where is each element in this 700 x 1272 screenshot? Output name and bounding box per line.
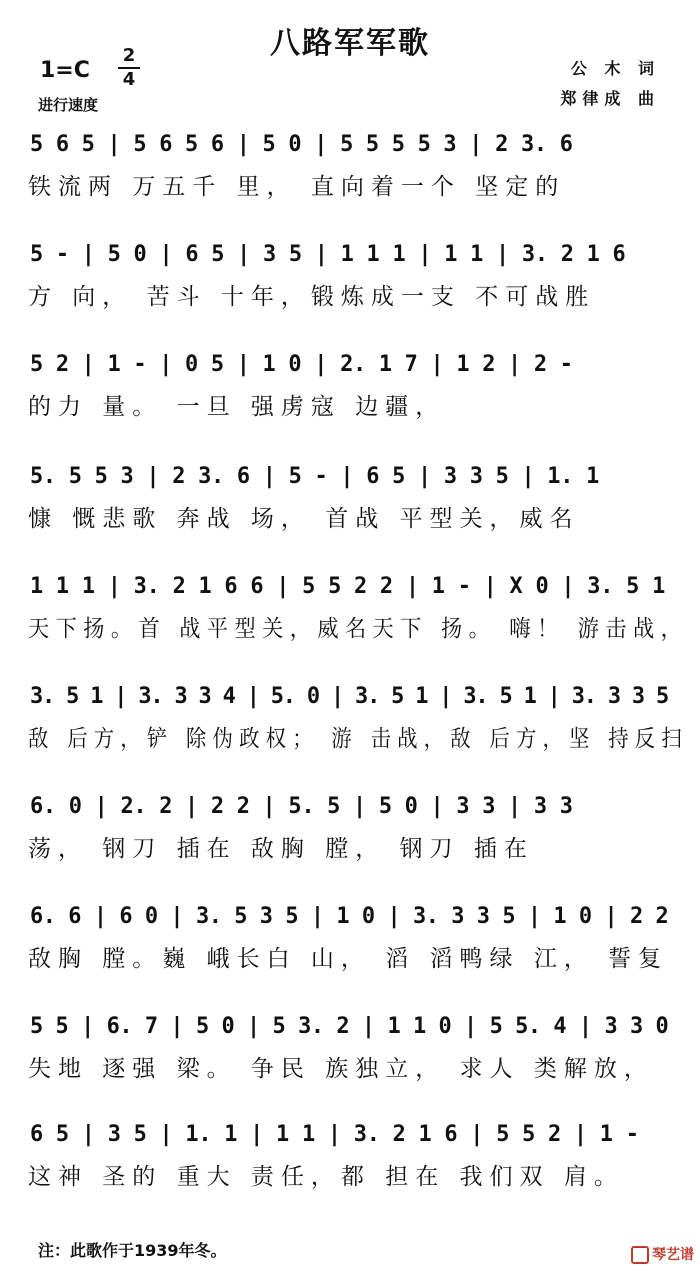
notation-system (18, 338, 682, 448)
meter-top: 2 (122, 45, 136, 66)
footnote: 注：此歌作于1939年冬。 (38, 1241, 227, 1260)
note-line (30, 904, 682, 932)
lyric-line: 失地 逐强 梁。 争民 族独立， 求人 类解放， (28, 1056, 654, 1082)
lyric-line: 铁流两 万五千 里， 直向着一个 坚定的 (28, 174, 566, 200)
notation-system (18, 228, 682, 338)
note-line (30, 132, 682, 160)
note-line (30, 1122, 682, 1150)
notation-system (18, 670, 688, 780)
lyric-line: 天下扬。首 战平型关，威名天下 扬。 嗨！ 游击战， (28, 616, 689, 642)
meter-bottom: 4 (122, 69, 136, 90)
note-line (30, 684, 682, 712)
notation-system (18, 1108, 682, 1218)
numbered-notes: 6. 0 | 2. 2 | 2 2 | 5. 5 | 5 0 | 3 3 | 3 3 (30, 794, 573, 819)
composer-credit: 郑律成 曲 (560, 89, 660, 108)
lyric-line: 荡， 钢刀 插在 敌胸 膛， 钢刀 插在 (28, 836, 534, 862)
watermark-logo (631, 1244, 694, 1264)
lyric-line: 敌 后方，铲 除伪政权； 游 击战，敌 后方，坚 持反扫 (28, 726, 688, 752)
lyric-line: 这神 圣的 重大 责任，都 担在 我们双 肩。 (28, 1164, 624, 1190)
numbered-notes: 3. 5 1 | 3. 3 3 4 | 5. 0 | 3. 5 1 | 3. 5 1 | 3. 3 3 5 (30, 684, 669, 709)
lyricist-credit: 公 木 词 (570, 59, 660, 78)
time-signature (118, 46, 140, 90)
notation-system (18, 118, 682, 228)
lyric-line: 慷 慨悲歌 奔战 场， 首战 平型关，威名 (28, 506, 580, 532)
notation-system (18, 450, 682, 560)
note-line (30, 464, 682, 492)
note-line (30, 352, 682, 380)
lyric-line: 的力 量。 一旦 强虏寇 边疆， (28, 394, 446, 420)
key-signature: 1=C (40, 58, 90, 83)
numbered-notes: 5. 5 5 3 | 2 3. 6 | 5 - | 6 5 | 3 3 5 | 1. 1 (30, 464, 600, 489)
numbered-notes: 6 5 | 3 5 | 1. 1 | 1 1 | 3. 2 1 6 | 5 5 2 | 1 - (30, 1122, 639, 1147)
note-line (30, 242, 682, 270)
note-line (30, 574, 682, 602)
numbered-notes: 5 - | 5 0 | 6 5 | 3 5 | 1 1 1 | 1 1 | 3. 2 1 6 (30, 242, 626, 267)
notation-system (18, 890, 682, 1000)
note-line (30, 1014, 682, 1042)
numbered-notes: 5 6 5 | 5 6 5 6 | 5 0 | 5 5 5 5 3 | 2 3. 6 (30, 132, 573, 157)
note-line (30, 794, 682, 822)
watermark-text: 琴艺谱 (652, 1247, 694, 1263)
notation-system (18, 780, 682, 890)
numbered-notes: 6. 6 | 6 0 | 3. 5 3 5 | 1 0 | 3. 3 3 5 | 1 0 | 2 2 (30, 904, 669, 929)
notation-system (18, 1000, 682, 1110)
tempo-marking: 进行速度 (38, 96, 99, 114)
numbered-notes: 5 5 | 6. 7 | 5 0 | 5 3. 2 | 1 1 0 | 5 5. 4 | 3 3 0 (30, 1014, 669, 1039)
numbered-notes: 1 1 1 | 3. 2 1 6 6 | 5 5 2 2 | 1 - | X 0 | 3. 5 1 (30, 574, 666, 599)
qinyipu-logo-icon (631, 1246, 649, 1264)
notation-system (18, 560, 689, 670)
lyric-line: 敌胸 膛。巍 峨长白 山， 滔 滔鸭绿 江， 誓复 (28, 946, 669, 972)
song-title: 八路军军歌 (270, 26, 430, 61)
lyric-line: 方 向， 苦斗 十年，锻炼成一支 不可战胜 (28, 284, 596, 310)
numbered-notes: 5 2 | 1 - | 0 5 | 1 0 | 2. 1 7 | 1 2 | 2 - (30, 352, 573, 377)
